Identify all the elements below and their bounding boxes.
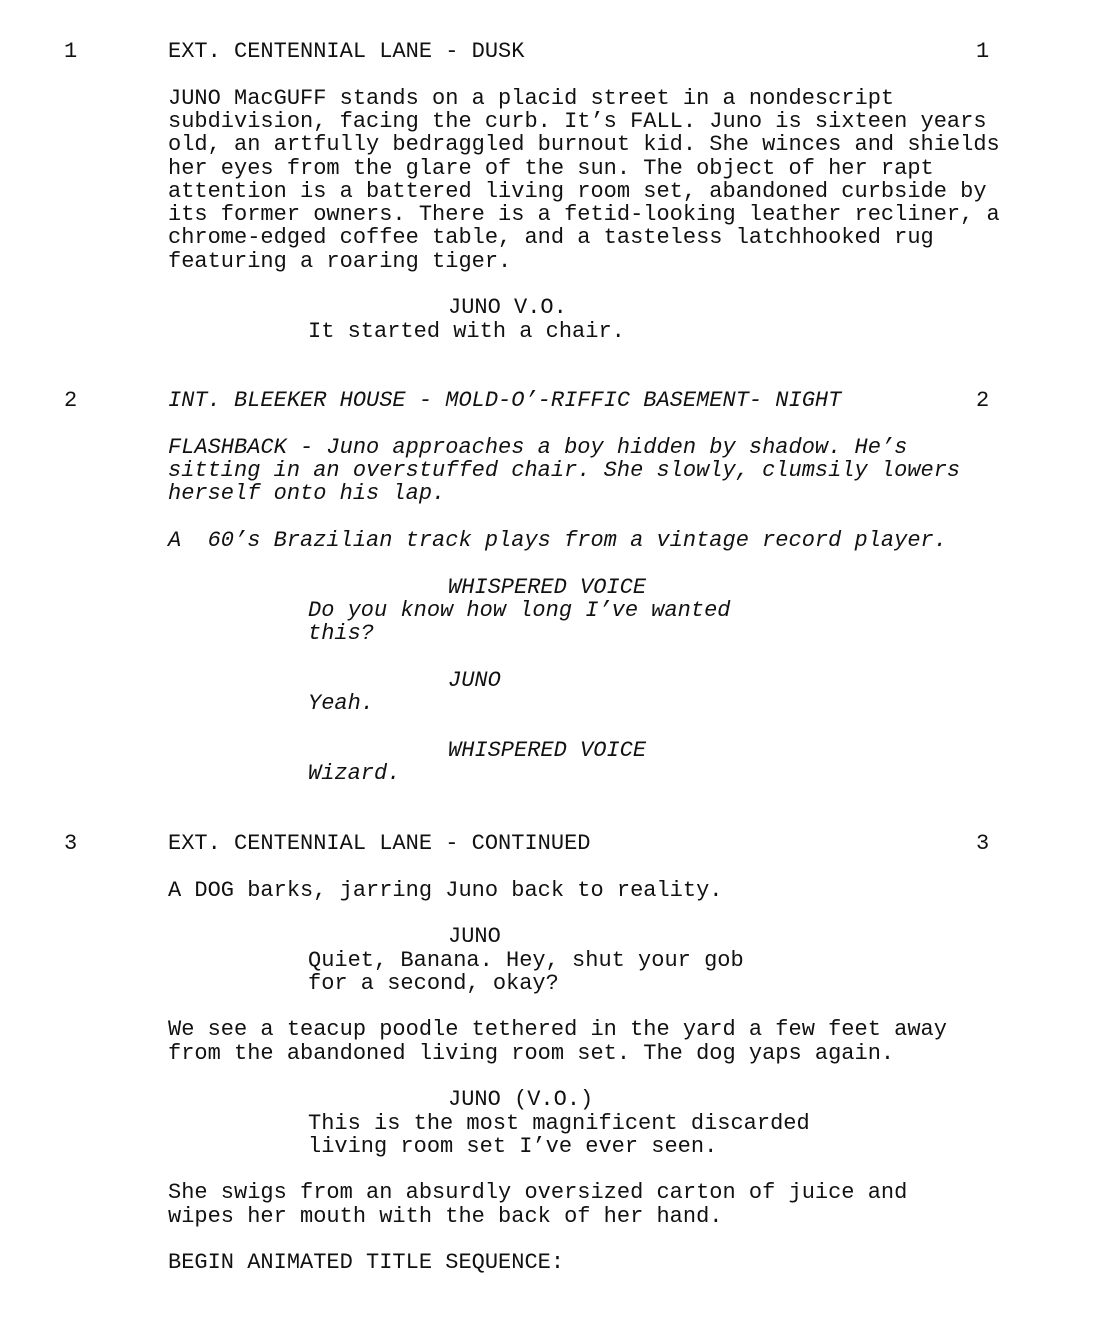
action-line: subdivision, facing the curb. It’s FALL. Juno is sixteen years <box>168 109 987 134</box>
dialogue-line: living room set I’ve ever seen. <box>308 1134 718 1159</box>
action-line: A 60’s Brazilian track plays from a vintage record player. <box>168 528 947 553</box>
action-line: A DOG barks, jarring Juno back to reality. <box>168 878 723 903</box>
dialogue-line: Quiet, Banana. Hey, shut your gob <box>308 948 744 973</box>
character-name: WHISPERED VOICE <box>448 575 647 600</box>
action-line: She swigs from an absurdly oversized carton of juice and <box>168 1180 908 1205</box>
action-line: old, an artfully bedraggled burnout kid. She winces and shields <box>168 132 1000 157</box>
character-name: WHISPERED VOICE <box>448 738 647 763</box>
dialogue-line: It started with a chair. <box>308 319 625 344</box>
scene-number-right: 2 <box>976 388 990 413</box>
action-line: featuring a roaring tiger. <box>168 249 512 274</box>
action-line: chrome-edged coffee table, and a tasteless latchhooked rug <box>168 225 934 250</box>
scene-heading: INT. BLEEKER HOUSE - MOLD-O’-RIFFIC BASEMENT- NIGHT <box>168 388 842 413</box>
dialogue-line: Wizard. <box>308 761 401 786</box>
scene-number-right: 1 <box>976 39 990 64</box>
action-line: attention is a battered living room set, abandoned curbside by <box>168 179 987 204</box>
action-line: sitting in an overstuffed chair. She slowly, clumsily lowers <box>168 458 961 483</box>
dialogue-line: Do you know how long I’ve wanted <box>308 598 731 623</box>
character-name: JUNO (V.O.) <box>448 1087 594 1112</box>
action-line: herself onto his lap. <box>168 481 446 506</box>
scene-number-right: 3 <box>976 831 990 856</box>
character-name: JUNO <box>448 668 501 693</box>
scene-number-left: 3 <box>64 831 78 856</box>
dialogue-line: This is the most magnificent discarded <box>308 1111 810 1136</box>
scene-heading: EXT. CENTENNIAL LANE - DUSK <box>168 39 525 64</box>
action-line: JUNO MacGUFF stands on a placid street in a nondescript <box>168 86 895 111</box>
action-line: her eyes from the glare of the sun. The object of her rapt <box>168 156 934 181</box>
scene-number-left: 1 <box>64 39 78 64</box>
transition-line: BEGIN ANIMATED TITLE SEQUENCE: <box>168 1250 565 1275</box>
action-line: its former owners. There is a fetid-looking leather recliner, a <box>168 202 1000 227</box>
character-name: JUNO V.O. <box>448 295 567 320</box>
action-line: from the abandoned living room set. The dog yaps again. <box>168 1041 895 1066</box>
dialogue-line: Yeah. <box>308 691 375 716</box>
action-line: We see a teacup poodle tethered in the yard a few feet away <box>168 1017 947 1042</box>
scene-number-left: 2 <box>64 388 78 413</box>
dialogue-line: for a second, okay? <box>308 971 559 996</box>
action-line: FLASHBACK - Juno approaches a boy hidden by shadow. He’s <box>168 435 908 460</box>
character-name: JUNO <box>448 924 501 949</box>
action-line: wipes her mouth with the back of her hand. <box>168 1204 723 1229</box>
dialogue-line: this? <box>308 621 375 646</box>
scene-heading: EXT. CENTENNIAL LANE - CONTINUED <box>168 831 591 856</box>
